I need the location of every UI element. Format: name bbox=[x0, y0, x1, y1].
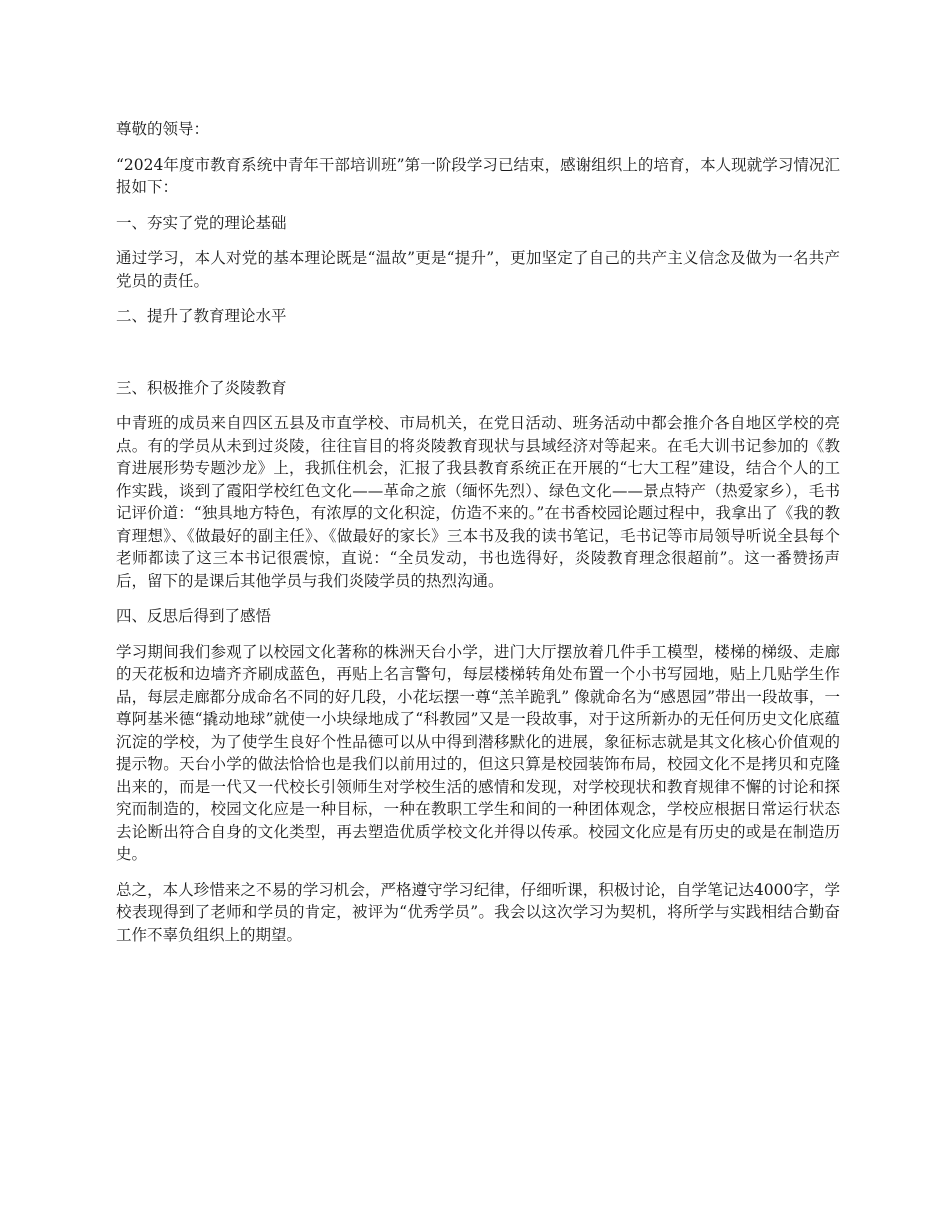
section-heading-2: 二、提升了教育理论水平 bbox=[116, 307, 287, 325]
section-body-1: 通过学习，本人对党的基本理论既是“温故”更是“提升”，更加坚定了自己的共产主义信念及做为一名共产党员的责任。 bbox=[116, 249, 840, 290]
section-body-4: 学习期间我们参观了以校园文化著称的株洲天台小学，进门大厅摆放着几件手工模型，楼梯的梯级、走廊的天花板和边墙齐齐刷成蓝色，再贴上名言警句，每层楼梯转角处布置一个小书写园地，贴上几贴学生作品，每层走廊都分成命名不同的好几段，小花坛摆一尊“羔羊跪乳” 像就命名为“感恩园”带出一段故事，一尊阿基米德“撬动地球”就使一小块绿地成了“科教园”又是一段故事，对于这所新办的无任何历史文化底蕴沉淀的学校，为了使学生良好个性品德可以从中得到潜移默化的进展，象征标志就是其文化核心价值观的提示物。天台小学的做法恰恰也是我们以前用过的，但这只算是校园装饰布局，校园文化不是拷贝和克隆出来的，而是一代又一代校长引领师生对学校生活的感情和发现，对学校现状和教育规律不懈的讨论和探究而制造的，校园文化应是一种目标，一种在教职工学生和间的一种团体观念，学校应根据日常运行状态去论断出符合自身的文化类型，再去塑造优质学校文化并得以传承。校园文化应是有历史的或是在制造历史。 bbox=[116, 642, 840, 863]
section-body-2-empty bbox=[116, 341, 840, 377]
salutation: 尊敬的领导： bbox=[116, 120, 210, 138]
section-heading-3: 三、积极推介了炎陵教育 bbox=[116, 378, 287, 397]
intro-paragraph: “2024年度市教育系统中青年干部培训班”第一阶段学习已结束，感谢组织上的培育，本人现就学习情况汇报如下： bbox=[116, 155, 840, 196]
section-heading-1: 一、夯实了党的理论基础 bbox=[116, 213, 287, 232]
conclusion-paragraph: 总之，本人珍惜来之不易的学习机会，严格遵守学习纪律，仔细听课，积极讨论，自学笔记达4000字，学校表现得到了老师和学员的肯定，被评为“优秀学员”。我会以这次学习为契机，将所学与实践相结合勤奋工作不辜负组织上的期望。 bbox=[116, 880, 840, 944]
section-heading-4: 四、反思后得到了感悟 bbox=[116, 607, 272, 625]
section-body-3: 中青班的成员来自四区五县及市直学校、市局机关，在党日活动、班务活动中都会推介各自地区学校的亮点。有的学员从未到过炎陵，往往盲目的将炎陵教育现状与县域经济对等起来。在毛大训书记参加的《教育进展形势专题沙龙》上，我抓住机会，汇报了我县教育系统正在开展的“七大工程”建设，结合个人的工作实践，谈到了霞阳学校红色文化——革命之旅（缅怀先烈）、绿色文化——景点特产（热爱家乡），毛书记评价道：“独具地方特色，有浓厚的文化积淀，仿造不来的。”在书香校园论题过程中，我拿出了《我的教育理想》、《做最好的副主任》、《做最好的家长》三本书及我的读书笔记，毛书记等市局领导听说全县每个老师都读了这三本书记很震惊，直说：“全员发动，书也选得好，炎陵教育理念很超前”。这一番赞扬声后，留下的是课后其他学员与我们炎陵学员的热烈沟通。 bbox=[116, 414, 840, 590]
document-page bbox=[116, 118, 840, 959]
